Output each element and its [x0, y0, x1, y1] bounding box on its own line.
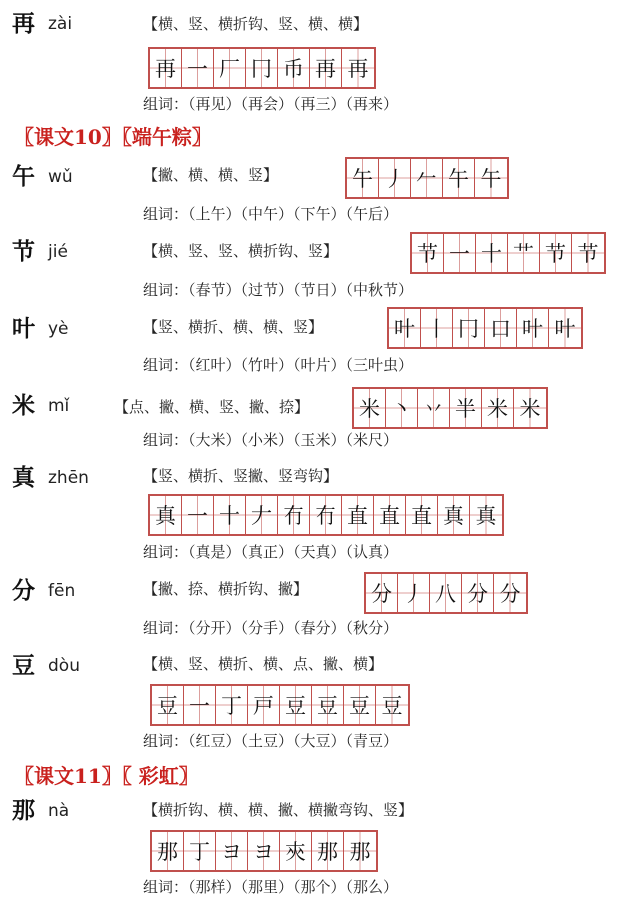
words: （红豆）（土豆）（大豆）（青豆） [188, 732, 399, 750]
stroke-order: 【撇、横、横、竖】 [143, 166, 279, 184]
stroke-cell: 㚒 [280, 832, 312, 870]
stroke-order: 【竖、横折、横、横、竖】 [143, 318, 324, 336]
words-label: 组词： [143, 95, 189, 113]
words-label: 组词： [143, 356, 189, 374]
lesson-title: 〖课文11〗〖 彩虹〗 [14, 764, 199, 788]
words: （真是）（真正）（天真）（认真） [188, 543, 399, 561]
stroke-cell: 口 [485, 309, 517, 347]
stroke-cell: 冂 [453, 309, 485, 347]
stroke-cell: 丁 [184, 832, 216, 870]
character: 午 [12, 163, 35, 190]
stroke-cell: 豆 [152, 686, 184, 724]
character: 再 [12, 10, 35, 37]
stroke-order: 【横折钩、横、横、撇、横撇弯钩、竖】 [143, 801, 414, 819]
stroke-cell: 丁 [216, 686, 248, 724]
words-label: 组词： [143, 619, 189, 637]
stroke-cell: ヨ [216, 832, 248, 870]
stroke-cell: 米 [354, 389, 386, 427]
stroke-cell: 冂 [246, 49, 278, 87]
stroke-cell: ヨ [248, 832, 280, 870]
stroke-cell: 分 [462, 574, 494, 612]
stroke-cell: 豆 [280, 686, 312, 724]
stroke-cell: 叶 [389, 309, 421, 347]
pinyin: nà [48, 801, 70, 821]
stroke-grid [387, 307, 583, 349]
stroke-cell: 分 [366, 574, 398, 612]
stroke-cell: 冇 [278, 496, 310, 534]
pinyin: zài [48, 14, 73, 34]
words-label: 组词： [143, 543, 189, 561]
stroke-cell: 午 [347, 159, 379, 197]
stroke-cell: 分 [494, 574, 526, 612]
stroke-cell: 那 [312, 832, 344, 870]
pinyin: wǔ [48, 167, 73, 187]
word-list [143, 202, 398, 226]
stroke-cell: 再 [310, 49, 342, 87]
stroke-cell: 一 [444, 234, 476, 272]
words-label: 组词： [143, 431, 189, 449]
stroke-cell: 𠂇 [246, 496, 278, 534]
stroke-cell: 那 [152, 832, 184, 870]
stroke-cell: 豆 [376, 686, 408, 724]
stroke-order: 【横、竖、竖、横折钩、竖】 [143, 242, 339, 260]
stroke-grid [410, 232, 606, 274]
stroke-cell: 节 [540, 234, 572, 272]
stroke-grid [345, 157, 509, 199]
stroke-cell: 节 [572, 234, 604, 272]
character: 米 [12, 392, 35, 419]
stroke-order: 【竖、横折、竖撇、竖弯钩】 [143, 467, 339, 485]
stroke-cell: 冇 [310, 496, 342, 534]
pinyin: fēn [48, 581, 76, 601]
stroke-order: 【横、竖、横折、横、点、撇、横】 [143, 655, 384, 673]
words: （大米）（小米）（玉米）（米尺） [188, 431, 399, 449]
stroke-cell: 午 [443, 159, 475, 197]
stroke-order: 【撇、捺、横折钩、撇】 [143, 580, 309, 598]
stroke-cell: 十 [214, 496, 246, 534]
stroke-grid [150, 684, 410, 726]
stroke-cell: 豆 [312, 686, 344, 724]
lesson-title: 〖课文10〗〖端午粽〗 [14, 125, 212, 149]
pinyin: yè [48, 319, 69, 339]
words: （春节）（过节）（节日）（中秋节） [188, 281, 414, 299]
word-list [143, 875, 398, 899]
words-label: 组词： [143, 732, 189, 750]
stroke-grid [364, 572, 528, 614]
stroke-cell: 艹 [508, 234, 540, 272]
stroke-cell: 一 [182, 49, 214, 87]
character: 分 [12, 577, 35, 604]
stroke-cell: 八 [430, 574, 462, 612]
stroke-cell: 豆 [344, 686, 376, 724]
stroke-cell: 丿 [398, 574, 430, 612]
stroke-cell: 米 [514, 389, 546, 427]
word-list [143, 428, 398, 452]
stroke-cell: 直 [406, 496, 438, 534]
words: （红叶）（竹叶）（叶片）（三叶虫） [188, 356, 414, 374]
words-label: 组词： [143, 878, 189, 896]
stroke-cell: 直 [374, 496, 406, 534]
words: （分开）（分手）（春分）（秋分） [188, 619, 399, 637]
stroke-cell: 丶 [386, 389, 418, 427]
pinyin: jié [48, 242, 68, 262]
pinyin: dòu [48, 656, 80, 676]
stroke-cell: 一 [184, 686, 216, 724]
words-label: 组词： [143, 281, 189, 299]
stroke-cell: 戸 [248, 686, 280, 724]
stroke-cell: 叶 [517, 309, 549, 347]
stroke-cell: 一 [182, 496, 214, 534]
word-list [143, 616, 398, 640]
words: （再见）（再会）（再三）（再来） [188, 95, 399, 113]
stroke-cell: 币 [278, 49, 310, 87]
stroke-cell: 丨 [421, 309, 453, 347]
word-list [143, 278, 413, 302]
stroke-cell: 节 [412, 234, 444, 272]
stroke-cell: 直 [342, 496, 374, 534]
words-label: 组词： [143, 205, 189, 223]
stroke-order: 【横、竖、横折钩、竖、横、横】 [143, 15, 369, 33]
stroke-cell: 𠂉 [411, 159, 443, 197]
stroke-cell: 十 [476, 234, 508, 272]
stroke-cell: 真 [470, 496, 502, 534]
word-list [143, 353, 413, 377]
stroke-grid [148, 494, 504, 536]
pinyin: zhēn [48, 468, 89, 488]
stroke-cell: 半 [450, 389, 482, 427]
stroke-cell: 再 [150, 49, 182, 87]
stroke-cell: 真 [150, 496, 182, 534]
words: （上午）（中午）（下午）（午后） [188, 205, 399, 223]
stroke-cell: 厂 [214, 49, 246, 87]
word-list [143, 729, 398, 753]
word-list [143, 92, 398, 116]
stroke-grid [150, 830, 378, 872]
stroke-cell: 那 [344, 832, 376, 870]
stroke-cell: 午 [475, 159, 507, 197]
character: 豆 [12, 652, 35, 679]
character: 叶 [12, 315, 35, 342]
character: 真 [12, 464, 35, 491]
character: 那 [12, 797, 35, 824]
word-list [143, 540, 398, 564]
stroke-cell: 再 [342, 49, 374, 87]
character: 节 [12, 238, 35, 265]
stroke-cell: 丷 [418, 389, 450, 427]
stroke-cell: 叶 [549, 309, 581, 347]
stroke-order: 【点、撇、横、竖、撇、捺】 [114, 398, 310, 416]
words: （那样）（那里）（那个）（那么） [188, 878, 399, 896]
stroke-grid [148, 47, 376, 89]
stroke-cell: 米 [482, 389, 514, 427]
pinyin: mǐ [48, 396, 70, 416]
stroke-grid [352, 387, 548, 429]
stroke-cell: 真 [438, 496, 470, 534]
stroke-cell: 丿 [379, 159, 411, 197]
